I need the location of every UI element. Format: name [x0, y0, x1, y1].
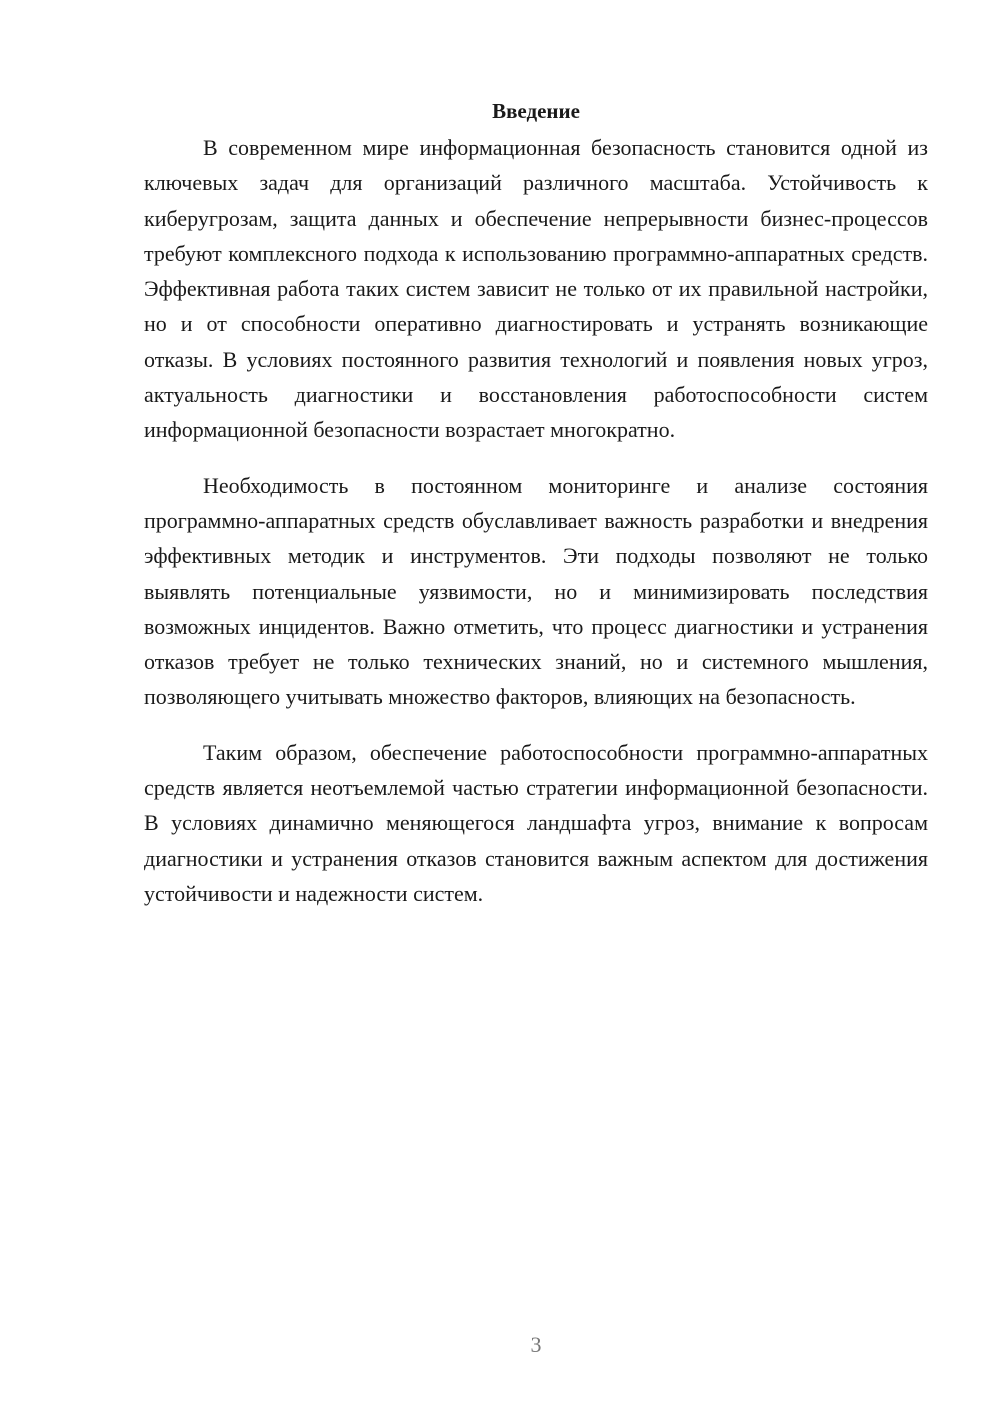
section-title: Введение [492, 99, 580, 123]
paragraph-3: Таким образом, обеспечение работоспособности программно-аппаратных средств является неотъемлемой частью стратегии информационной безопасности. В условиях динамично меняющегося ландшафта угроз, внимание к вопросам диагностики и устранения отказов становится важным аспектом для достижения устойчивости и надежности систем. [144, 739, 928, 906]
page-content [144, 96, 928, 931]
paragraph-1: В современном мире информационная безопасность становится одной из ключевых задач для организаций различного масштаба. Устойчивость к киберугрозам, защита данных и обеспечение непрерывности бизнес-процессов требуют комплексного подхода к использованию программно-аппаратных средств. Эффективная работа таких систем зависит не только от их правильной настройки, но и от способности оперативно диагностировать и устранять возникающие отказы. В условиях постоянного развития технологий и появления новых угроз, актуальность диагностики и восстановления работоспособности систем информационной безопасности возрастает многократно. [144, 135, 928, 443]
page-number: 3 [530, 1332, 542, 1357]
paragraph-2: Необходимость в постоянном мониторинге и анализе состояния программно-аппаратных средств обуславливает важность разработки и внедрения эффективных методик и инструментов. Эти подходы позволяют не только выявлять потенциальные уязвимости, но и минимизировать последствия возможных инцидентов. Важно отметить, что процесс диагностики и устранения отказов требует не только технических знаний, но и системного мышления, позволяющего учитывать множество факторов, влияющих на безопасность. [144, 472, 928, 710]
